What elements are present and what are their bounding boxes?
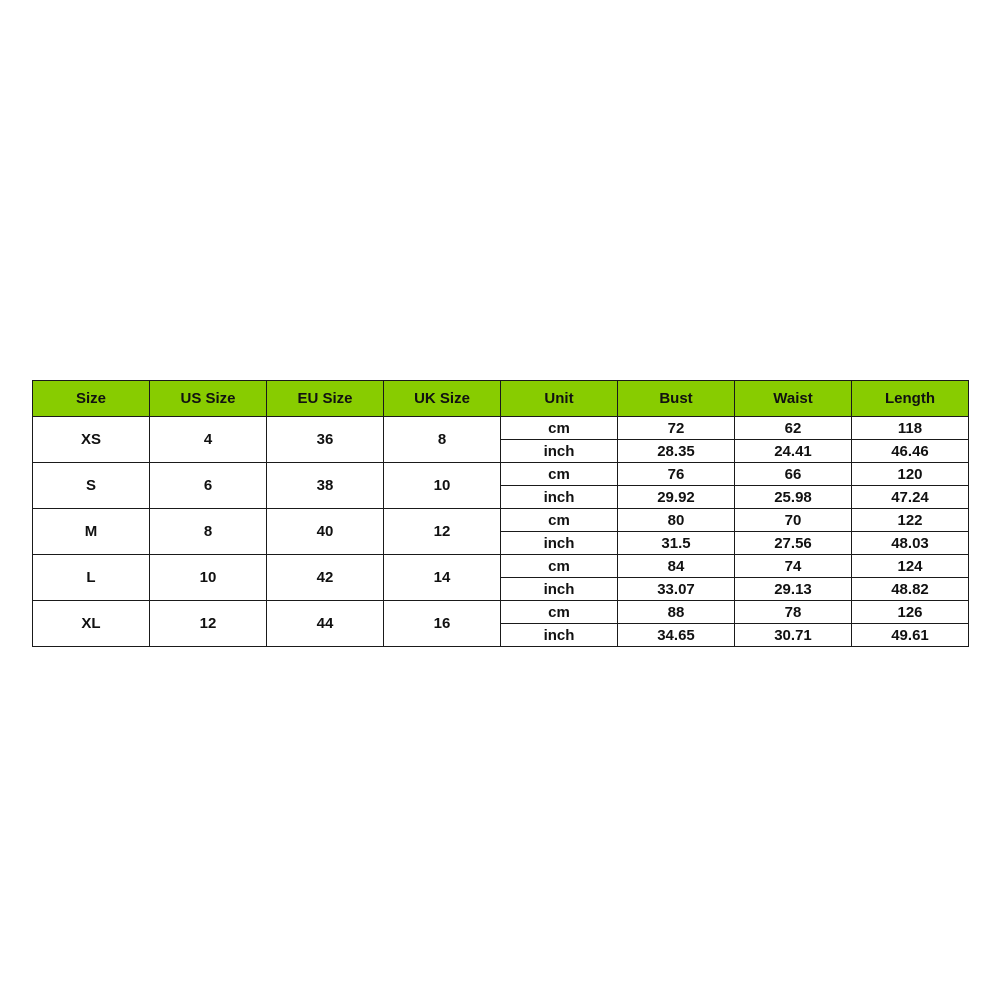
length-cell: 122 bbox=[852, 509, 969, 532]
unit-cell: cm bbox=[501, 601, 618, 624]
bust-cell: 72 bbox=[618, 417, 735, 440]
eu-size-cell: 38 bbox=[267, 463, 384, 509]
unit-cell: cm bbox=[501, 555, 618, 578]
header-uk-size: UK Size bbox=[384, 381, 501, 417]
size-cell: XS bbox=[33, 417, 150, 463]
table-row bbox=[33, 555, 969, 578]
header-eu-size: EU Size bbox=[267, 381, 384, 417]
us-size-cell: 12 bbox=[150, 601, 267, 647]
length-cell: 48.82 bbox=[852, 578, 969, 601]
size-chart-table bbox=[32, 380, 969, 647]
table-row bbox=[33, 463, 969, 486]
size-cell: S bbox=[33, 463, 150, 509]
length-cell: 118 bbox=[852, 417, 969, 440]
unit-cell: cm bbox=[501, 417, 618, 440]
table-row bbox=[33, 417, 969, 440]
us-size-cell: 10 bbox=[150, 555, 267, 601]
header-row bbox=[33, 381, 969, 417]
uk-size-cell: 12 bbox=[384, 509, 501, 555]
length-cell: 47.24 bbox=[852, 486, 969, 509]
unit-cell: inch bbox=[501, 532, 618, 555]
header-waist: Waist bbox=[735, 381, 852, 417]
waist-cell: 74 bbox=[735, 555, 852, 578]
header-length: Length bbox=[852, 381, 969, 417]
header-unit: Unit bbox=[501, 381, 618, 417]
waist-cell: 25.98 bbox=[735, 486, 852, 509]
length-cell: 126 bbox=[852, 601, 969, 624]
length-cell: 48.03 bbox=[852, 532, 969, 555]
eu-size-cell: 44 bbox=[267, 601, 384, 647]
table-row bbox=[33, 509, 969, 532]
uk-size-cell: 14 bbox=[384, 555, 501, 601]
table-row bbox=[33, 601, 969, 624]
waist-cell: 27.56 bbox=[735, 532, 852, 555]
eu-size-cell: 40 bbox=[267, 509, 384, 555]
size-cell: M bbox=[33, 509, 150, 555]
uk-size-cell: 16 bbox=[384, 601, 501, 647]
header-bust: Bust bbox=[618, 381, 735, 417]
size-cell: XL bbox=[33, 601, 150, 647]
waist-cell: 29.13 bbox=[735, 578, 852, 601]
uk-size-cell: 8 bbox=[384, 417, 501, 463]
length-cell: 124 bbox=[852, 555, 969, 578]
bust-cell: 28.35 bbox=[618, 440, 735, 463]
size-cell: L bbox=[33, 555, 150, 601]
unit-cell: cm bbox=[501, 509, 618, 532]
eu-size-cell: 42 bbox=[267, 555, 384, 601]
bust-cell: 31.5 bbox=[618, 532, 735, 555]
bust-cell: 88 bbox=[618, 601, 735, 624]
unit-cell: cm bbox=[501, 463, 618, 486]
length-cell: 46.46 bbox=[852, 440, 969, 463]
waist-cell: 62 bbox=[735, 417, 852, 440]
unit-cell: inch bbox=[501, 486, 618, 509]
eu-size-cell: 36 bbox=[267, 417, 384, 463]
waist-cell: 66 bbox=[735, 463, 852, 486]
length-cell: 120 bbox=[852, 463, 969, 486]
bust-cell: 29.92 bbox=[618, 486, 735, 509]
unit-cell: inch bbox=[501, 624, 618, 647]
bust-cell: 84 bbox=[618, 555, 735, 578]
bust-cell: 34.65 bbox=[618, 624, 735, 647]
bust-cell: 76 bbox=[618, 463, 735, 486]
waist-cell: 70 bbox=[735, 509, 852, 532]
header-us-size: US Size bbox=[150, 381, 267, 417]
uk-size-cell: 10 bbox=[384, 463, 501, 509]
unit-cell: inch bbox=[501, 578, 618, 601]
waist-cell: 30.71 bbox=[735, 624, 852, 647]
waist-cell: 78 bbox=[735, 601, 852, 624]
header-size: Size bbox=[33, 381, 150, 417]
unit-cell: inch bbox=[501, 440, 618, 463]
us-size-cell: 6 bbox=[150, 463, 267, 509]
bust-cell: 80 bbox=[618, 509, 735, 532]
us-size-cell: 4 bbox=[150, 417, 267, 463]
bust-cell: 33.07 bbox=[618, 578, 735, 601]
length-cell: 49.61 bbox=[852, 624, 969, 647]
us-size-cell: 8 bbox=[150, 509, 267, 555]
waist-cell: 24.41 bbox=[735, 440, 852, 463]
